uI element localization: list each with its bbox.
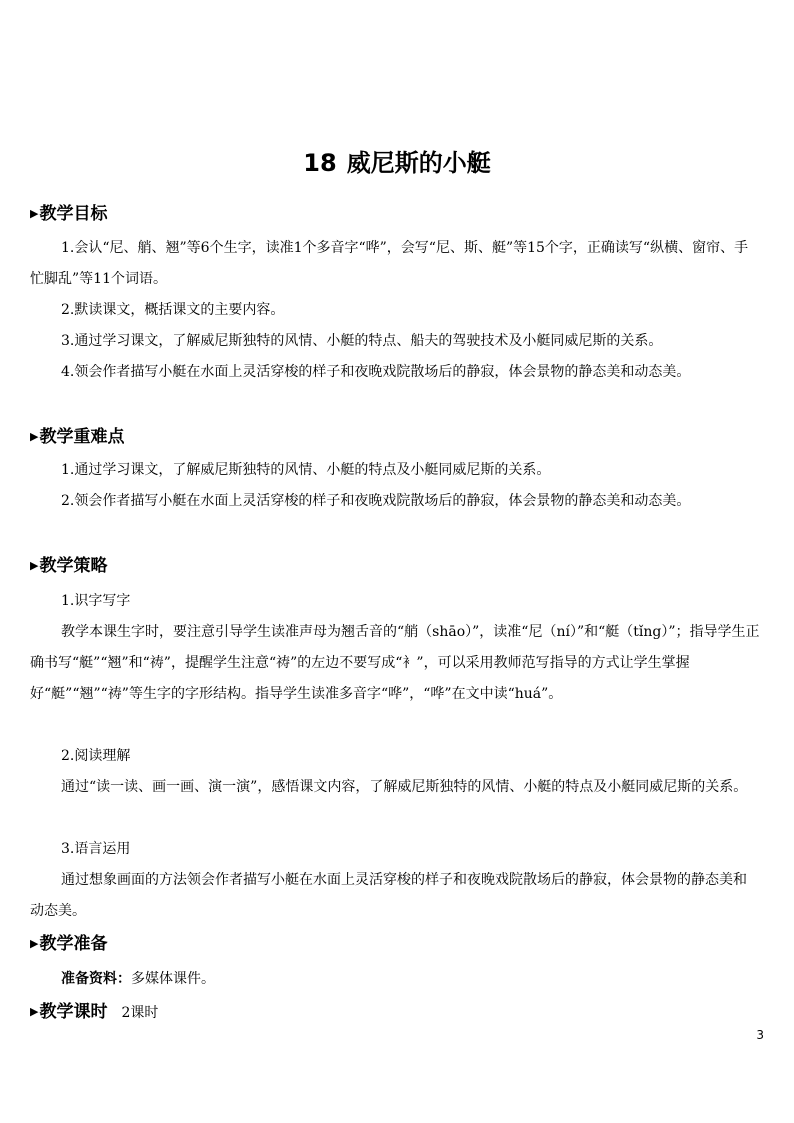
prep-value: 多媒体课件。 (131, 971, 215, 987)
triangle-marker-icon: ▶ (30, 937, 39, 950)
lesson-number: 18 (303, 149, 337, 177)
heading-text: 教学准备 (39, 934, 108, 954)
heading-text: 教学目标 (39, 204, 108, 224)
heading-text: 教学课时 (39, 1002, 108, 1022)
strategy-subheading-3: 3.语言运用 (61, 841, 131, 857)
section-heading-hours (30, 1000, 158, 1025)
page-title (0, 146, 794, 180)
heading-text: 教学重难点 (39, 427, 125, 447)
strategy-paragraph-3: 通过想象画面的方法领会作者描写小艇在水面上灵活穿梭的样子和夜晚戏院散场后的静寂，体会景物的静态美和动态美。 (30, 872, 747, 919)
goal-item-3: 3.通过学习课文，了解威尼斯独特的风情、小艇的特点、船夫的驾驶技术及小艇同威尼斯的关系。 (61, 333, 663, 349)
heading-text: 教学策略 (39, 556, 108, 576)
triangle-marker-icon: ▶ (30, 430, 39, 443)
strategy-paragraph-2: 通过“读一读、画一画、演一演”，感悟课文内容，了解威尼斯独特的风情、小艇的特点及小艇同威尼斯的关系。 (61, 779, 748, 795)
strategy-paragraph-1: 教学本课生字时，要注意引导学生读准声母为翘舌音的“艄（shāo）”，读准“尼（ní）”和“艇（tǐng）”；指导学生正确书写“艇”“翘”和“祷”，提醒学生注意“祷”的左边不要写成“衤”，可以采用教师范写指导的方式让学生掌握好“艇”“翘”“祷”等生字的字形结构。指导学生读准多音字“哗”，“哗”在文中读“huá”。 (30, 624, 760, 702)
hours-value: 2课时 (121, 1005, 159, 1021)
triangle-marker-icon: ▶ (30, 559, 39, 572)
section-heading-keypoints (30, 425, 124, 449)
triangle-marker-icon: ▶ (30, 207, 39, 220)
page-number: 3 (756, 1028, 764, 1042)
section-heading-goals (30, 202, 107, 226)
strategy-subheading-1: 1.识字写字 (61, 593, 131, 609)
prep-label: 准备资料： (61, 971, 131, 987)
prep-line (61, 964, 215, 995)
goal-item-1: 1.会认“尼、艄、翘”等6个生字，读准1个多音字“哗”，会写“尼、斯、艇”等15个字，正确读写“纵横、窗帘、手忙脚乱”等11个词语。 (30, 240, 749, 287)
strategy-subheading-2: 2.阅读理解 (61, 748, 131, 764)
triangle-marker-icon: ▶ (30, 1005, 39, 1018)
section-heading-strategy (30, 554, 107, 578)
lesson-title: 威尼斯的小艇 (346, 149, 491, 177)
goal-item-4: 4.领会作者描写小艇在水面上灵活穿梭的样子和夜晚戏院散场后的静寂，体会景物的静态美和动态美。 (61, 364, 691, 380)
keypoint-item-1: 1.通过学习课文，了解威尼斯独特的风情、小艇的特点及小艇同威尼斯的关系。 (61, 462, 551, 478)
goal-item-2: 2.默读课文，概括课文的主要内容。 (61, 302, 285, 318)
keypoint-item-2: 2.领会作者描写小艇在水面上灵活穿梭的样子和夜晚戏院散场后的静寂，体会景物的静态美和动态美。 (61, 493, 691, 509)
section-heading-prep (30, 932, 107, 956)
